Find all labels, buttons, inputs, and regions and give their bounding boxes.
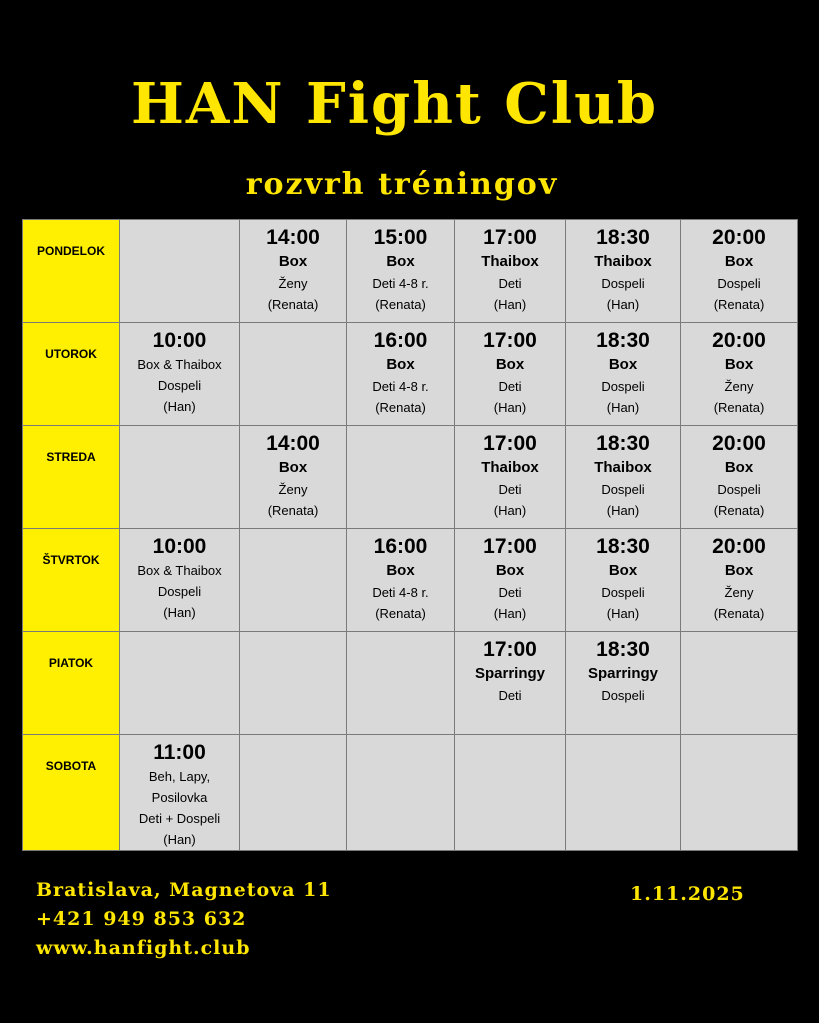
contact-info (36, 876, 332, 963)
training-detail: (Renata) (713, 503, 765, 518)
day-name: ŠTVRTOK (42, 553, 100, 567)
training-detail: (Han) (493, 503, 527, 518)
schedule-cell (455, 220, 566, 323)
training-detail: Deti (498, 482, 522, 497)
training-detail: Dospeli (601, 379, 645, 394)
training-name: Box (386, 253, 415, 270)
training-name: Box (724, 459, 754, 476)
schedule-cell (120, 529, 240, 632)
training-time: 18:30 (596, 329, 650, 352)
training-slot (681, 426, 797, 521)
training-slot (120, 529, 239, 623)
training-name: Thaibox (594, 253, 652, 270)
schedule-cell (120, 735, 240, 851)
training-slot (566, 220, 680, 315)
training-detail: Box & Thaibox (137, 563, 222, 578)
training-detail: (Han) (606, 503, 640, 518)
training-detail: (Han) (163, 605, 196, 620)
training-time: 17:00 (483, 535, 537, 558)
training-time: 16:00 (373, 329, 428, 352)
training-detail: (Han) (606, 606, 640, 621)
training-time: 17:00 (483, 432, 537, 455)
training-detail: (Han) (163, 832, 196, 847)
training-slot (566, 426, 680, 521)
address: Bratislava, Magnetova 11 (36, 879, 332, 901)
training-name: Box (608, 562, 638, 579)
day-name: SOBOTA (45, 759, 97, 773)
training-detail: Deti (498, 379, 522, 394)
training-name: Box (724, 562, 754, 579)
training-name: Sparringy (474, 665, 546, 682)
day-name: PONDELOK (36, 244, 105, 258)
day-label (23, 735, 120, 851)
training-slot (347, 220, 454, 315)
training-time: 15:00 (373, 226, 428, 249)
training-time: 16:00 (373, 535, 428, 558)
training-time: 18:30 (596, 638, 650, 661)
training-detail: (Renata) (267, 503, 319, 518)
training-slot (681, 323, 797, 418)
training-time: 18:30 (596, 535, 650, 558)
training-name: Box (278, 253, 308, 270)
training-slot (347, 323, 454, 418)
training-name: Thaibox (481, 459, 539, 476)
training-name: Box (495, 562, 525, 579)
training-detail: (Han) (163, 399, 196, 414)
training-detail: (Renata) (713, 400, 765, 415)
schedule-row (23, 735, 798, 851)
schedule-date: 1.11.2025 (630, 883, 745, 905)
training-detail: Deti (498, 276, 522, 291)
training-slot (566, 529, 680, 624)
day-label (23, 426, 120, 529)
schedule-cell (566, 220, 681, 323)
training-time: 20:00 (712, 432, 766, 455)
training-time: 20:00 (712, 535, 766, 558)
day-label (23, 323, 120, 426)
schedule-cell (681, 323, 798, 426)
training-detail: Ženy (724, 379, 754, 394)
training-time: 10:00 (152, 329, 207, 352)
training-detail: Deti 4-8 r. (372, 379, 429, 394)
training-detail: Dospeli (157, 378, 202, 393)
empty-cell (681, 735, 798, 851)
day-label (23, 220, 120, 323)
schedule-cell (455, 529, 566, 632)
training-detail: (Renata) (267, 297, 319, 312)
training-time: 18:30 (596, 432, 650, 455)
training-slot (240, 426, 346, 521)
training-detail: Dospeli (717, 482, 761, 497)
training-detail: Ženy (724, 585, 754, 600)
training-slot (681, 220, 797, 315)
schedule-table (22, 219, 798, 851)
empty-cell (240, 632, 347, 735)
schedule-cell (681, 529, 798, 632)
schedule-row (23, 323, 798, 426)
website-link[interactable]: www.hanfight.club (36, 937, 251, 959)
training-time: 14:00 (266, 226, 320, 249)
schedule-cell (566, 323, 681, 426)
day-name: UTOROK (45, 347, 97, 361)
training-slot (347, 529, 454, 624)
schedule-cell (347, 529, 455, 632)
empty-cell (120, 632, 240, 735)
training-detail: Posilovka (151, 790, 208, 805)
training-detail: Dospeli (601, 688, 645, 703)
training-detail: Ženy (278, 276, 308, 291)
schedule-row (23, 529, 798, 632)
training-slot (120, 323, 239, 417)
training-detail: Deti + Dospeli (138, 811, 221, 826)
empty-cell (240, 323, 347, 426)
schedule-cell (681, 426, 798, 529)
training-detail: (Han) (606, 297, 640, 312)
training-name: Thaibox (594, 459, 652, 476)
schedule-cell (455, 426, 566, 529)
training-time: 20:00 (712, 226, 766, 249)
day-label (23, 529, 120, 632)
schedule-cell (240, 220, 347, 323)
schedule-cell (120, 323, 240, 426)
empty-cell (455, 735, 566, 851)
day-name: PIATOK (48, 656, 94, 670)
training-detail: (Renata) (713, 297, 765, 312)
training-detail: Dospeli (601, 585, 645, 600)
schedule-cell (455, 632, 566, 735)
empty-cell (347, 632, 455, 735)
training-detail: Ženy (278, 482, 308, 497)
training-slot (455, 426, 565, 521)
training-name: Box (278, 459, 308, 476)
training-time: 14:00 (266, 432, 320, 455)
training-time: 17:00 (483, 226, 537, 249)
training-slot (240, 220, 346, 315)
training-name: Thaibox (481, 253, 539, 270)
empty-cell (681, 632, 798, 735)
training-detail: Dospeli (157, 584, 202, 599)
page-title: HAN Fight Club (130, 71, 659, 137)
training-slot (455, 529, 565, 624)
training-detail: Box & Thaibox (137, 357, 222, 372)
training-name: Box (495, 356, 525, 373)
training-detail: (Han) (493, 400, 527, 415)
training-detail: Deti 4-8 r. (372, 585, 429, 600)
training-name: Sparringy (587, 665, 659, 682)
training-detail: (Renata) (375, 400, 426, 415)
schedule-cell (566, 632, 681, 735)
training-time: 20:00 (712, 329, 766, 352)
schedule-cell (240, 426, 347, 529)
schedule-cell (566, 426, 681, 529)
training-name: Box (386, 562, 415, 579)
schedule-row (23, 426, 798, 529)
training-detail: Deti 4-8 r. (372, 276, 429, 291)
day-name: STREDA (46, 450, 96, 464)
training-detail: Deti (498, 585, 522, 600)
phone-number: +421 949 853 632 (36, 908, 247, 930)
training-detail: Beh, Lapy, (148, 769, 211, 784)
schedule-cell (347, 220, 455, 323)
training-time: 10:00 (152, 535, 207, 558)
training-detail: (Renata) (375, 606, 426, 621)
schedule-cell (681, 220, 798, 323)
schedule-cell (347, 323, 455, 426)
training-slot (455, 632, 565, 706)
training-time: 17:00 (483, 638, 537, 661)
training-slot (566, 632, 680, 706)
training-detail: (Han) (606, 400, 640, 415)
empty-cell (120, 426, 240, 529)
training-slot (566, 323, 680, 418)
training-slot (120, 735, 239, 850)
training-detail: (Renata) (713, 606, 765, 621)
training-name: Box (386, 356, 415, 373)
training-name: Box (724, 253, 754, 270)
day-label (23, 632, 120, 735)
empty-cell (347, 735, 455, 851)
training-slot (681, 529, 797, 624)
schedule-row (23, 220, 798, 323)
training-detail: (Han) (493, 606, 527, 621)
training-detail: Dospeli (601, 482, 645, 497)
schedule-cell (566, 529, 681, 632)
training-time: 18:30 (596, 226, 650, 249)
training-detail: Deti (498, 688, 522, 703)
page-subtitle: rozvrh tréningov (245, 167, 559, 202)
training-slot (455, 220, 565, 315)
empty-cell (120, 220, 240, 323)
empty-cell (240, 529, 347, 632)
empty-cell (347, 426, 455, 529)
training-slot (455, 323, 565, 418)
training-name: Box (724, 356, 754, 373)
schedule-cell (455, 323, 566, 426)
training-name: Box (608, 356, 638, 373)
training-detail: Dospeli (717, 276, 761, 291)
training-time: 17:00 (483, 329, 537, 352)
empty-cell (566, 735, 681, 851)
training-detail: (Renata) (375, 297, 426, 312)
training-time: 11:00 (153, 741, 206, 764)
schedule-row (23, 632, 798, 735)
training-detail: (Han) (493, 297, 527, 312)
training-detail: Dospeli (601, 276, 645, 291)
empty-cell (240, 735, 347, 851)
